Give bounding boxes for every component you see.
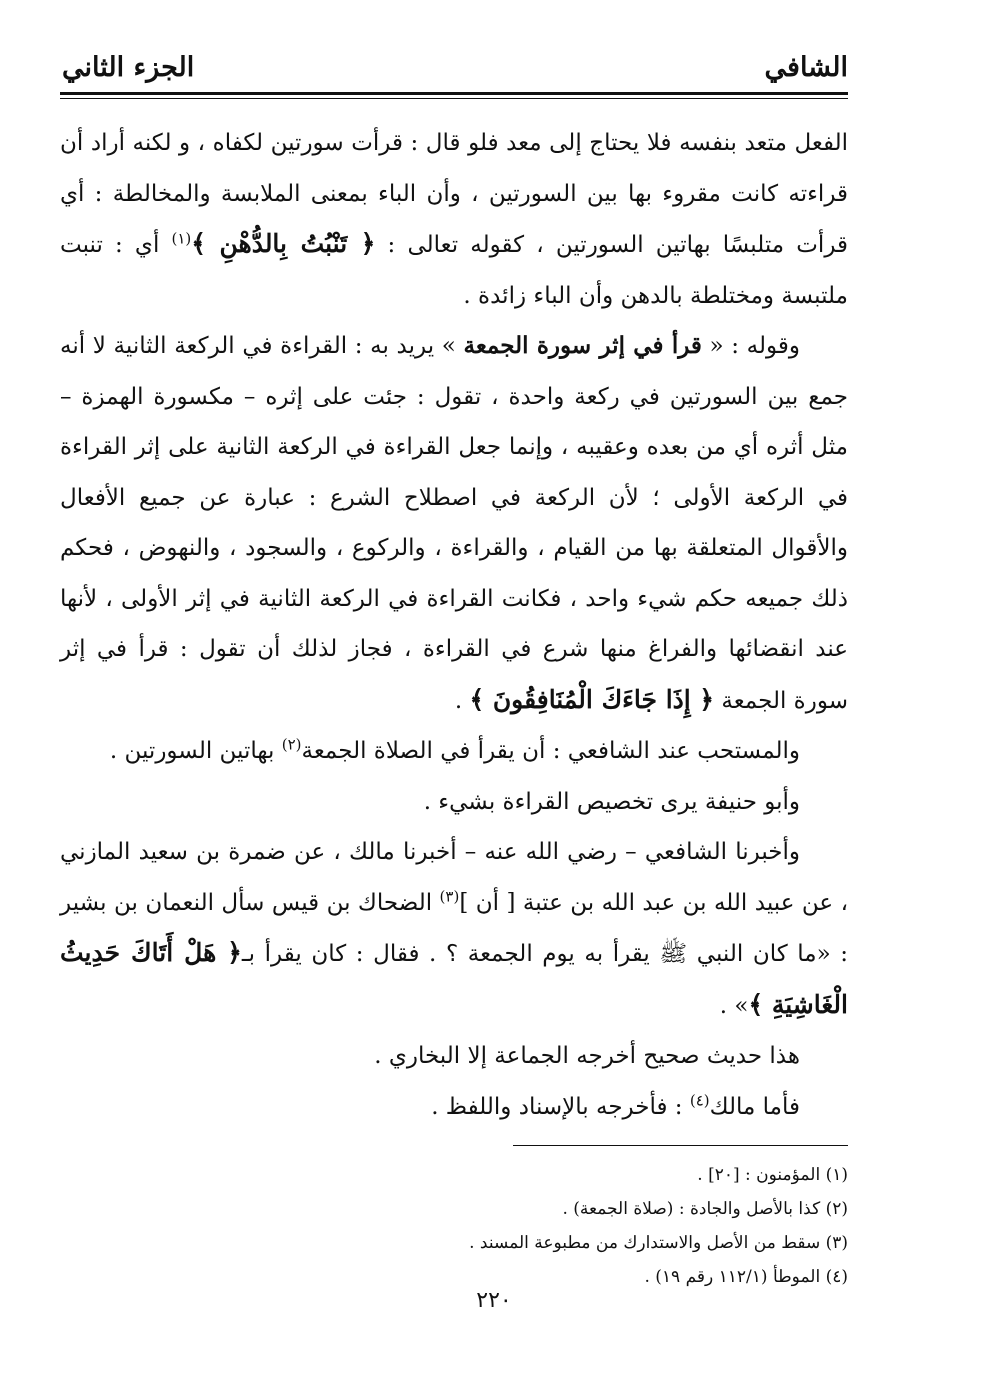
- footnote-3: (٣) سقط من الأصل والاستدارك من مطبوعة المسند .: [469, 1233, 848, 1253]
- text-run: فأما مالك: [709, 1093, 800, 1120]
- quran-verse: ﴿ هَلْ أَتَاكَ حَدِيثُ الْغَاشِيَةِ ﴾: [60, 938, 848, 1019]
- footnotes: [60, 1158, 848, 1294]
- footnote-rule: [513, 1145, 848, 1146]
- text-run: أي : تنبت ملتبسة ومختلطة بالدهن وأن الباء زائدة .: [60, 232, 848, 309]
- paragraph-6: هذا حديث صحيح أخرجه الجماعة إلا البخاري .: [374, 1043, 800, 1069]
- footnote-ref: (١): [171, 229, 192, 248]
- running-header-volume: الجزء الثاني: [62, 52, 195, 83]
- text-run: الضحاك بن قيس سأل النعمان بن بشير : «ما كان النبي ﷺ يقرأ به يوم الجمعة ؟ . فقال : كان يقرأ بـ: [60, 889, 848, 967]
- footnote-ref: (٣): [439, 886, 460, 905]
- text-run: وقوله : «: [701, 333, 800, 359]
- paragraph-4: وأبو حنيفة يرى تخصيص القراءة بشيء .: [423, 788, 800, 815]
- footnote-4: (٤) الموطأ (١١٢/١ رقم ١٩) .: [644, 1267, 848, 1287]
- text-run: وأخبرنا الشافعي – رضي الله عنه – أخبرنا مالك ، عن ضمرة بن سعيد المازني ، عن عبيد الله بن عبد الله بن عتبة [ أن ]: [60, 839, 848, 916]
- paragraph-1: [60, 118, 848, 321]
- page-number: ٢٢٠: [476, 1288, 512, 1313]
- text-run: والمستحب عند الشافعي : أن يقرأ في الصلاة الجمعة: [301, 738, 800, 764]
- main-text: [60, 118, 848, 1132]
- text-run: : فأخرجه بالإسناد واللفظ .: [431, 1093, 690, 1120]
- quran-verse: ﴿ إِذَا جَاءَكَ الْمُنَافِقُونَ ﴾: [469, 684, 715, 714]
- paragraph-7: [60, 1082, 848, 1133]
- paragraph-5: [60, 827, 848, 1031]
- paragraph-2: [60, 321, 848, 726]
- text-run: .: [454, 687, 470, 714]
- text-run: » .: [719, 992, 749, 1019]
- text-run: الفعل متعد بنفسه فلا يحتاج إلى معد فلو قال : قرأت سورتين لكفاه ، و لكنه أراد أن قراءته كانت مقروء بها بين السورتين ، وأن الباء بمعنى الملابسة والمخالطة : أي قرأت متلبسًا بهاتين السورتين ، كقوله تعالى :: [60, 130, 849, 258]
- footnote-ref: (٤): [689, 1090, 710, 1109]
- paragraph-3: [60, 726, 848, 777]
- header-rule-thick: [60, 92, 848, 95]
- header-rule-thin: [60, 98, 848, 99]
- text-run: بهاتين السورتين .: [109, 738, 282, 764]
- running-header-title: الشافي: [764, 52, 848, 83]
- quran-verse: ﴿ تَنْبُتُ بِالدُّهْنِ ﴾: [191, 229, 376, 258]
- footnote-ref: (٢): [281, 735, 302, 754]
- quoted-phrase: قرأ في إثر سورة الجمعة: [463, 332, 702, 359]
- text-run: » يريد به : القراءة في الركعة الثانية لا أنه جمع بين السورتين في ركعة واحدة ، تقول : جئت على إثره – مكسورة الهمزة – مثل أثره أي من بعده وعقيبه ، وإنما جعل القراءة في الركعة الثانية على إثر القراءة في الركعة الأولى ؛ لأن الركعة في اصطلاح الشرع : عبارة عن جميع الأفعال والأقوال المتعلقة بها من القيام ، والقراءة ، والركوع ، والسجود ، والنهوض ، فحكم ذلك جميعه حكم شيء واحد ، فكانت القراءة في الركعة الثانية في إثر الأولى ، لأنها عند انقضائها والفراغ منها شرع في القراءة ، فجاز لذلك أن تقول : قرأ في إثر سورة الجمعة: [60, 333, 848, 714]
- footnote-2: (٢) كذا بالأصل والجادة : (صلاة الجمعة) .: [562, 1199, 848, 1219]
- footnote-1: (١) المؤمنون : [٢٠] .: [697, 1165, 848, 1185]
